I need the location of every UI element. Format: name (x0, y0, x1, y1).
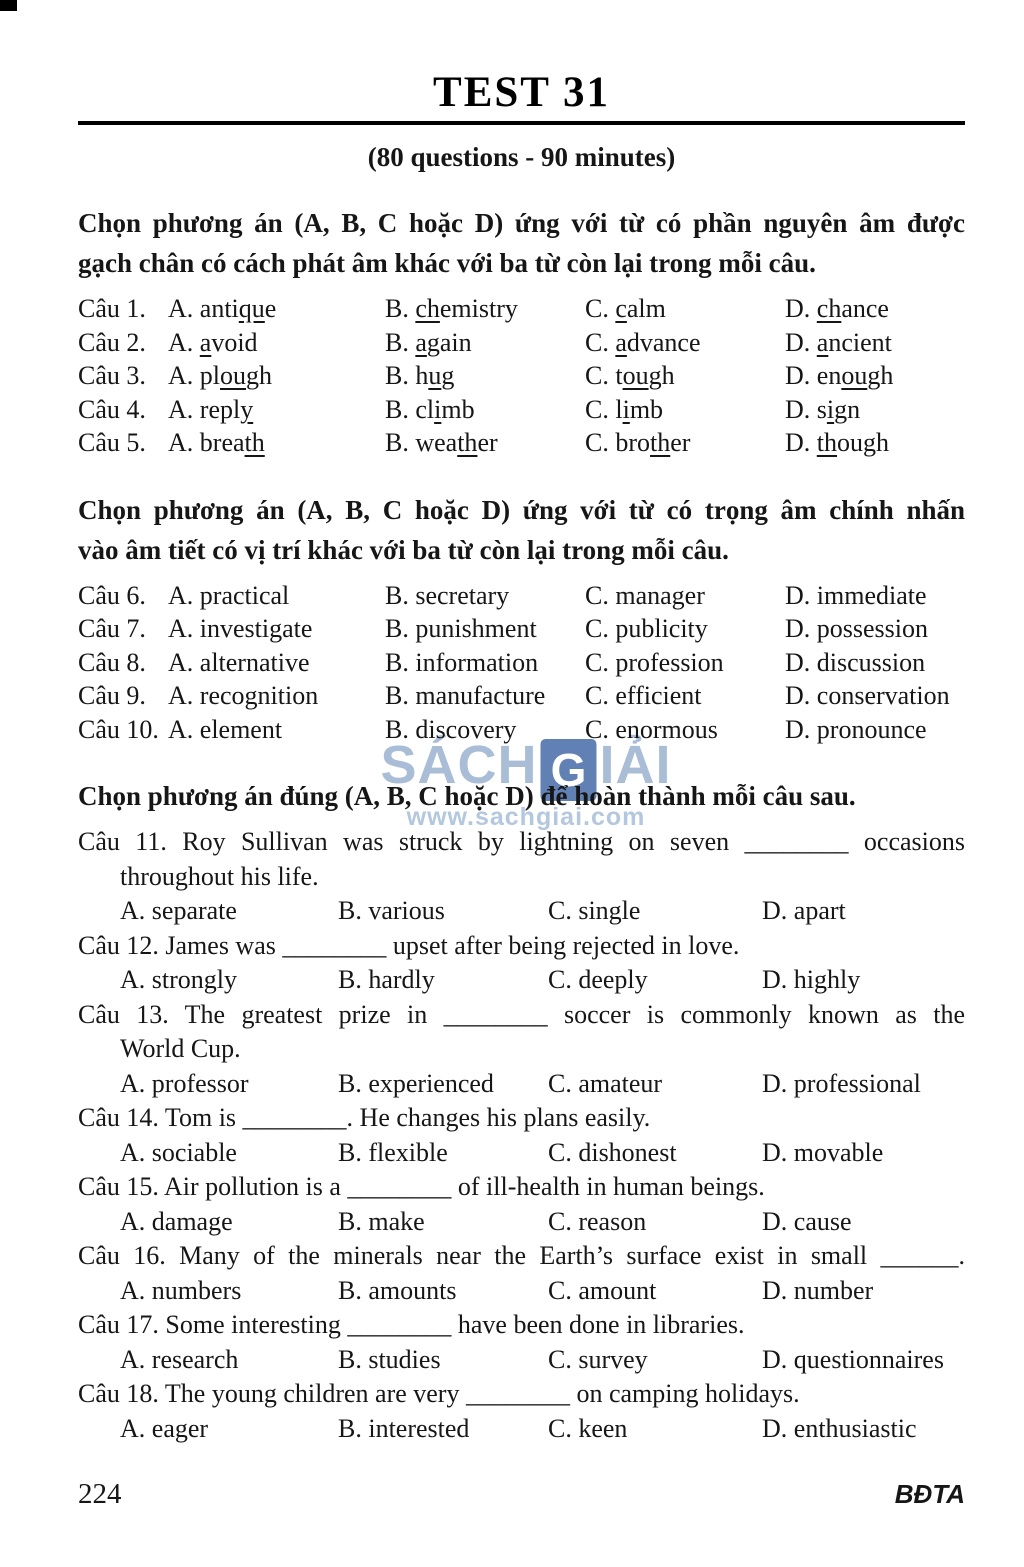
option-C: C. advance (585, 327, 701, 357)
question-stem-text: Some interesting ________ have been done in libraries. (165, 1310, 745, 1339)
page-subtitle: (80 questions - 90 minutes) (367, 142, 676, 172)
option-D: D. number (762, 1275, 874, 1305)
underlined-letters: th (650, 428, 671, 457)
underlined-letters: a (199, 327, 212, 357)
question-stem-line (78, 1101, 965, 1136)
underlined-letters: a (816, 327, 829, 357)
question-label: Câu 5. (78, 428, 146, 457)
question-stem-line: throughout his life. (120, 861, 319, 891)
options-row (120, 1274, 965, 1309)
underlined-letters: th (816, 428, 838, 457)
option-C: C. dishonest (548, 1137, 677, 1167)
underlined-letters: i (622, 394, 630, 424)
question-stem-line (78, 1308, 965, 1343)
underlined-letters: i (434, 394, 442, 424)
underlined-letters: u (428, 361, 442, 390)
option-D: D. chance (785, 294, 889, 323)
option-C: C. manager (585, 580, 705, 610)
option-B: B. interested (338, 1413, 470, 1443)
option-C: C. publicity (585, 614, 708, 643)
option-C: C. survey (548, 1344, 648, 1374)
option-B: B. secretary (385, 580, 510, 610)
question-label: Câu 10. (78, 714, 159, 744)
question-stem-text: Air pollution is a ________ of ill-health in human beings. (163, 1172, 765, 1201)
option-D: D. discussion (785, 647, 926, 677)
option-A: A. research (120, 1344, 239, 1374)
question-label: Câu 9. (78, 681, 146, 710)
question-label: Câu 12. (78, 930, 159, 960)
option-A: A. element (168, 714, 283, 744)
question-row (78, 326, 965, 360)
option-A: A. investigate (168, 614, 313, 643)
options-row (120, 1205, 965, 1240)
option-B: B. experienced (338, 1068, 494, 1098)
instruction-line: vào âm tiết có vị trí khác với ba từ còn lại trong mỗi câu. (78, 534, 729, 565)
question-label: Câu 7. (78, 614, 146, 643)
option-B: B. again (385, 327, 472, 357)
question-row (78, 713, 965, 747)
question-stem-line (78, 998, 965, 1033)
watermark-logo-letter: G (550, 744, 587, 796)
options-row (120, 1412, 965, 1447)
option-A: A. recognition (168, 681, 319, 710)
option-A: A. damage (120, 1206, 233, 1236)
option-A: A. sociable (120, 1137, 237, 1167)
option-C: C. amount (548, 1275, 657, 1305)
question-stem-text: Tom is ________. He changes his plans easily. (164, 1103, 651, 1132)
title-rule (78, 121, 965, 125)
option-D: D. apart (762, 896, 846, 925)
option-D: D. questionnaires (762, 1344, 944, 1374)
question-row (78, 679, 965, 713)
question-label: Câu 1. (78, 294, 146, 323)
option-D: D. though (785, 428, 890, 457)
question-label: Câu 6. (78, 580, 146, 610)
option-C: C. deeply (548, 965, 648, 994)
option-D: D. immediate (785, 580, 927, 610)
footer (78, 1478, 965, 1511)
option-D: D. enthusiastic (762, 1413, 917, 1443)
option-A: A. alternative (168, 647, 310, 677)
instruction-line: gạch chân có cách phát âm khác với ba từ còn lại trong mỗi câu. (78, 248, 816, 278)
underlined-letters: a (415, 327, 427, 357)
question-stem-text: The greatest prize in ________ soccer is commonly known as the (184, 999, 965, 1029)
underlined-letters: ch (816, 294, 842, 323)
underlined-letters: qu (238, 294, 265, 323)
option-D: D. cause (762, 1206, 852, 1236)
question-stem-text: Many of the minerals near the Earth’s surface exist in small ______. (179, 1241, 966, 1270)
page-content (78, 0, 965, 1446)
question-row (78, 579, 965, 613)
option-B: B. weather (385, 428, 498, 457)
question-stem-line (78, 825, 965, 860)
option-A: A. strongly (120, 965, 238, 994)
underlined-letters: a (615, 327, 627, 357)
question-row (78, 393, 965, 427)
scan-artifact (0, 0, 17, 11)
underlined-letters: c (615, 294, 627, 323)
option-B: B. information (385, 647, 539, 677)
option-A: A. avoid (168, 327, 258, 357)
question-stem-line (78, 1170, 965, 1205)
question-stem-text: The young children are very ________ on camping holidays. (164, 1379, 800, 1408)
book-abbreviation: BĐTA (894, 1479, 965, 1509)
option-A: A. plough (168, 361, 273, 390)
options-row (120, 894, 965, 929)
option-A: A. separate (120, 896, 237, 925)
option-C: C. calm (585, 294, 666, 323)
option-C: C. single (548, 896, 641, 925)
question-row (78, 359, 965, 393)
option-A: A. eager (120, 1413, 209, 1443)
instruction-line: Chọn phương án (A, B, C hoặc D) ứng với từ có phần nguyên âm được (78, 208, 965, 238)
test-sections (78, 203, 965, 1446)
question-stem-text: Roy Sullivan was struck by lightning on seven ________ occasions (182, 827, 965, 856)
option-C: C. keen (548, 1413, 628, 1443)
options-row (120, 963, 965, 998)
options-row (120, 1136, 965, 1171)
option-B: B. studies (338, 1344, 441, 1374)
question-label: Câu 8. (78, 647, 146, 677)
section-instruction (78, 776, 965, 816)
question-block (78, 292, 965, 460)
underlined-letters: th (244, 428, 265, 457)
option-B: B. chemistry (385, 294, 518, 323)
underlined-letters: ou (220, 361, 247, 390)
question-label: Câu 14. (78, 1103, 159, 1132)
underlined-letters: th (457, 428, 478, 457)
option-C: C. reason (548, 1206, 647, 1236)
page-title: TEST 31 (433, 69, 610, 116)
watermark-url: www.sachgiai.com (406, 803, 646, 831)
option-D: D. possession (785, 614, 929, 643)
underlined-letters: ou (622, 361, 649, 390)
option-C: C. brother (585, 428, 691, 457)
option-C: C. tough (585, 361, 675, 390)
option-D: D. conservation (785, 681, 950, 710)
question-stem-line (78, 1377, 965, 1412)
question-stem-line: World Cup. (120, 1034, 241, 1063)
question-block (78, 579, 965, 747)
section-2 (78, 490, 965, 747)
option-A: A. breath (168, 428, 265, 457)
option-C: C. limb (585, 394, 664, 424)
option-D: D. movable (762, 1137, 884, 1167)
instruction-line: Chọn phương án đúng (A, B, C hoặc D) để hoàn thành mỗi câu sau. (78, 781, 856, 811)
option-D: D. highly (762, 965, 861, 994)
question-stem-line (78, 1239, 965, 1274)
option-D: D. pronounce (785, 714, 927, 744)
page-number: 224 (78, 1478, 122, 1510)
section-instruction (78, 203, 965, 283)
underlined-letters: ch (415, 294, 440, 323)
section-1 (78, 203, 965, 460)
option-B: B. climb (385, 394, 475, 424)
underlined-letters: ou (841, 361, 868, 390)
section-instruction (78, 490, 965, 570)
question-row (78, 646, 965, 680)
option-A: A. practical (168, 580, 290, 610)
option-C: C. amateur (548, 1068, 663, 1098)
question-row (78, 426, 965, 460)
option-C: C. enormous (585, 714, 718, 744)
watermark-text-right: IẢI (599, 735, 672, 795)
option-B: B. hardly (338, 965, 435, 994)
option-B: B. hug (385, 361, 455, 390)
underlined-letters: i (826, 394, 835, 424)
options-row (120, 1343, 965, 1378)
option-B: B. various (338, 896, 445, 925)
question-label: Câu 17. (78, 1310, 159, 1339)
option-C: C. efficient (585, 681, 702, 710)
options-row (120, 1067, 965, 1102)
option-D: D. ancient (785, 327, 892, 357)
option-D: D. sign (785, 394, 861, 424)
option-B: B. make (338, 1206, 425, 1236)
option-A: A. antique (168, 294, 277, 323)
question-label: Câu 18. (78, 1379, 159, 1408)
option-A: A. professor (120, 1068, 249, 1098)
option-B: B. discovery (385, 714, 517, 744)
question-label: Câu 13. (78, 999, 169, 1029)
question-label: Câu 15. (78, 1172, 159, 1201)
question-label: Câu 11. (78, 827, 167, 856)
option-B: B. punishment (385, 614, 537, 643)
question-label: Câu 4. (78, 394, 146, 424)
option-B: B. manufacture (385, 681, 546, 710)
question-label: Câu 3. (78, 361, 146, 390)
option-D: D. enough (785, 361, 894, 390)
option-B: B. flexible (338, 1137, 448, 1167)
question-block (78, 825, 965, 1446)
option-A: A. numbers (120, 1275, 242, 1305)
underlined-letters: y (240, 394, 254, 424)
question-stem-text: James was ________ upset after being rejected in love. (165, 930, 740, 960)
instruction-line: Chọn phương án (A, B, C hoặc D) ứng với từ có trọng âm chính nhấn (78, 494, 965, 525)
watermark-text-left: SÁCH (380, 735, 538, 795)
section-3 (78, 776, 965, 1446)
question-label: Câu 16. (78, 1241, 166, 1270)
question-row (78, 612, 965, 646)
question-label: Câu 2. (78, 327, 146, 357)
option-A: A. reply (168, 394, 254, 424)
option-B: B. amounts (338, 1275, 457, 1305)
question-row (78, 292, 965, 326)
option-C: C. profession (585, 647, 724, 677)
option-D: D. professional (762, 1068, 921, 1098)
question-stem-line (78, 929, 965, 964)
